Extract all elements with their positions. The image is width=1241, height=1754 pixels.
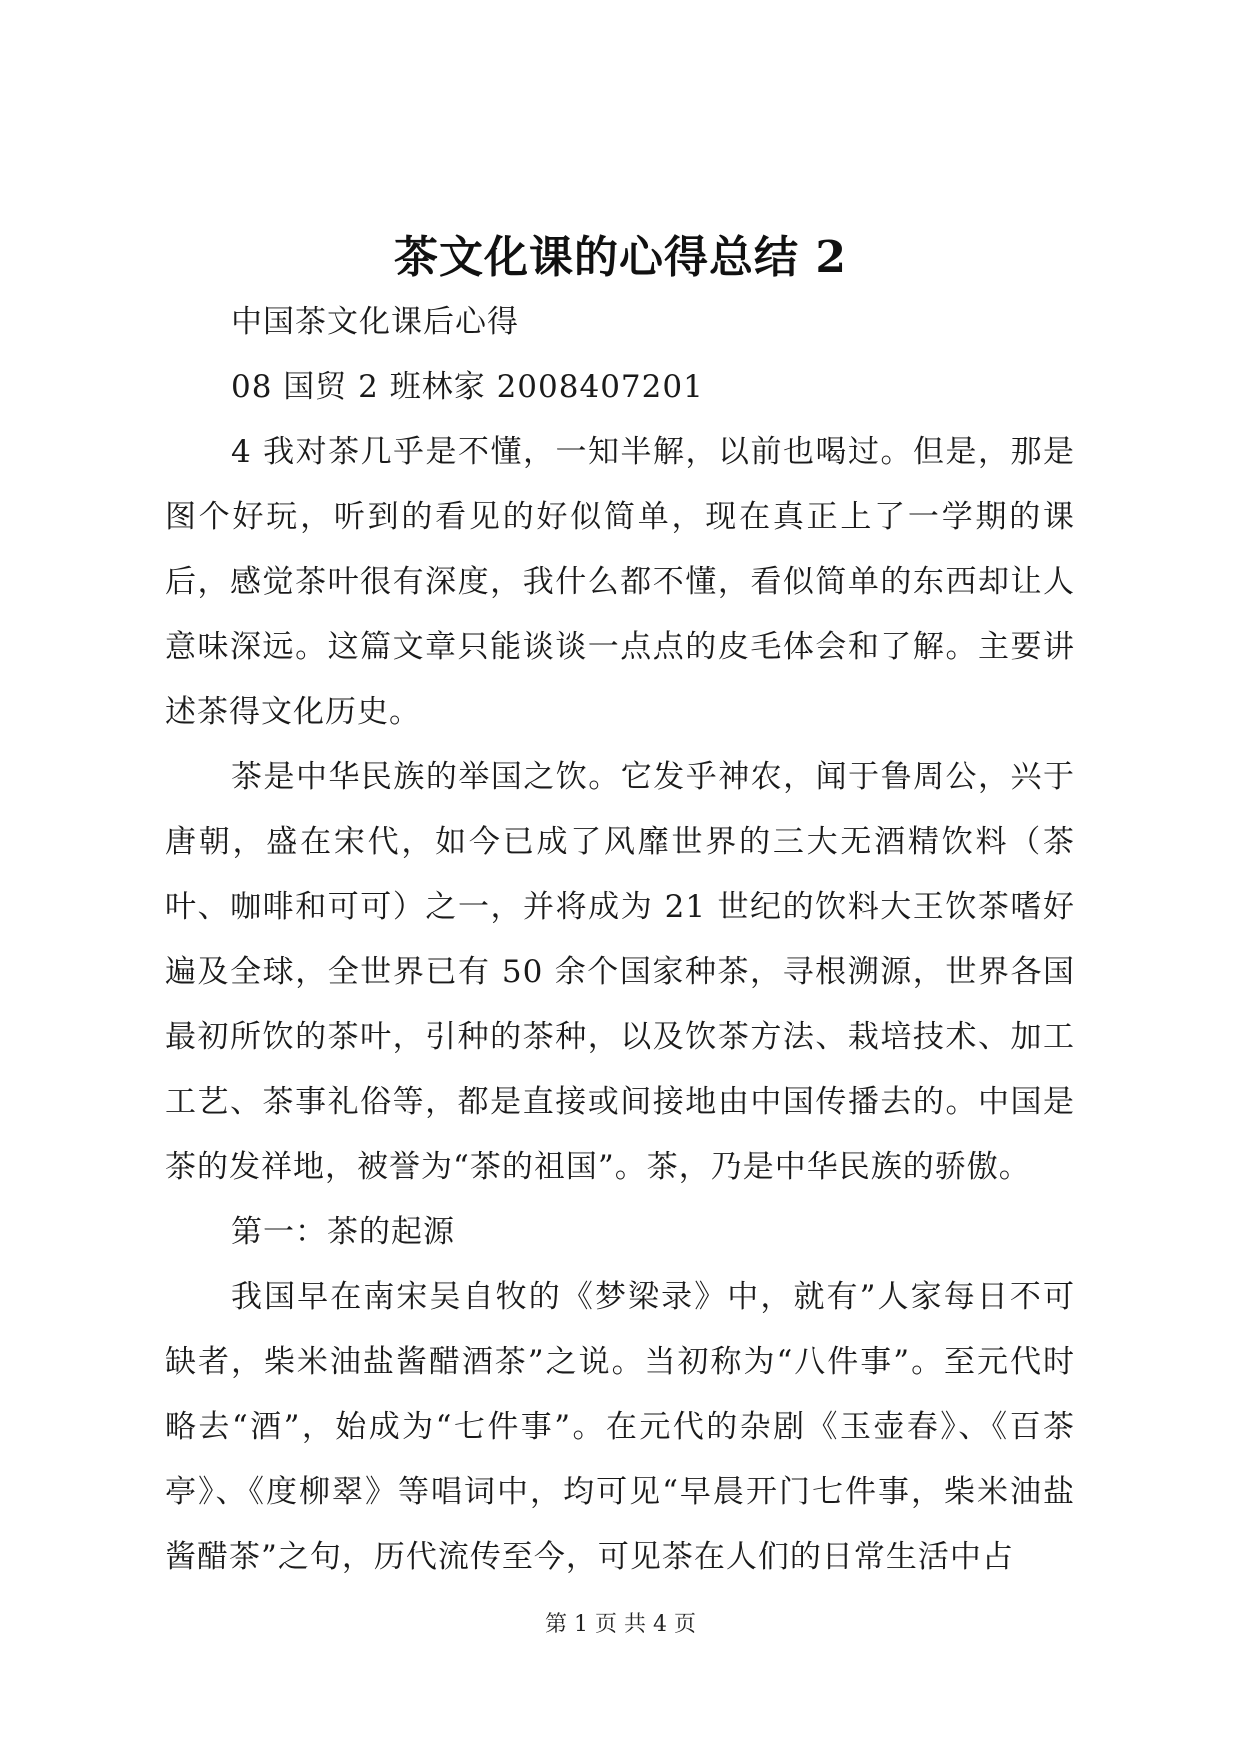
section-heading-origin: 第一：茶的起源 — [231, 1214, 455, 1250]
paragraph-author-info: 08 国贸 2 班林家 2008407201 — [231, 369, 704, 405]
document-title: 茶文化课的心得总结 2 — [394, 232, 847, 283]
paragraph-origin: 我国早在南宋吴自牧的《梦梁录》中，就有”人家每日不可缺者，柴米油盐酱醋酒茶”之说。当初称为“八件事”。至元代时略去“酒”，始成为“七件事”。在元代的杂剧《玉壶春》、《百茶亭》、《度柳翠》等唱词中，均可见“早晨开门七件事，柴米油盐酱醋茶”之句，历代流传至今，可见茶在人们的日常生活中占 — [165, 1279, 1075, 1575]
paragraph-subtitle: 中国茶文化课后心得 — [231, 304, 519, 340]
paragraph-intro: 4 我对茶几乎是不懂，一知半解，以前也喝过。但是，那是图个好玩，听到的看见的好似简单，现在真正上了一学期的课后，感觉茶叶很有深度，我什么都不懂，看似简单的东西却让人意味深远。这篇文章只能谈谈一点点的皮毛体会和了解。主要讲述茶得文化历史。 — [165, 434, 1075, 730]
paragraph-tea-national-drink: 茶是中华民族的举国之饮。它发乎神农，闻于鲁周公，兴于唐朝，盛在宋代，如今已成了风靡世界的三大无酒精饮料（茶叶、咖啡和可可）之一，并将成为 21 世纪的饮料大王饮茶嗜好遍及全球，全世界已有 50 余个国家种茶，寻根溯源，世界各国最初所饮的茶叶，引种的茶种，以及饮茶方法、栽培技术、加工工艺、茶事礼俗等，都是直接或间接地由中国传播去的。中国是茶的发祥地，被誉为“茶的祖国”。茶，乃是中华民族的骄傲。 — [165, 759, 1075, 1185]
document-body — [165, 290, 1075, 1590]
page-footer: 第 1 页 共 4 页 — [545, 1612, 696, 1637]
